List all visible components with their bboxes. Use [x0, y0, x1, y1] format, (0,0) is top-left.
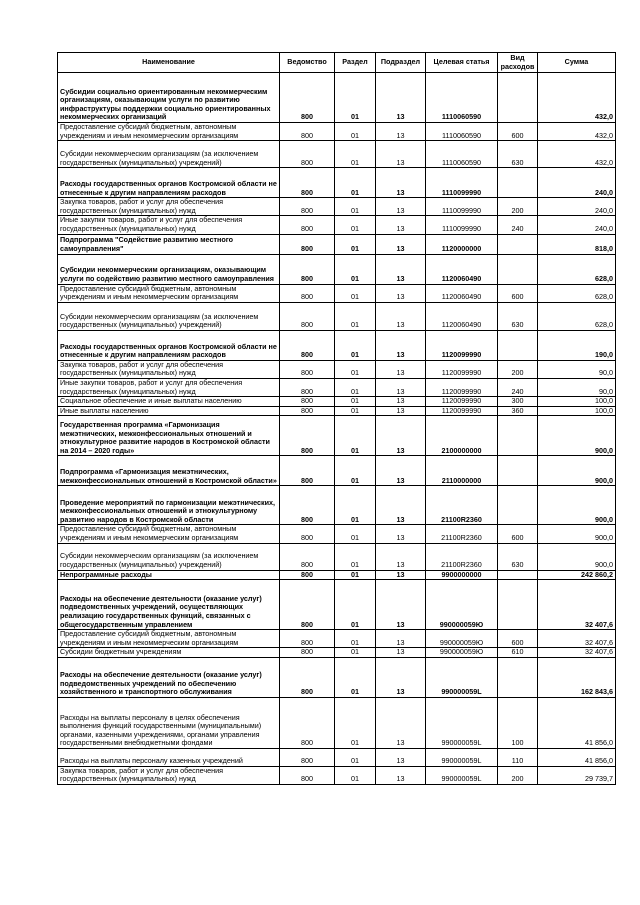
expense-type-cell: 610	[498, 648, 538, 658]
target-article-cell: 1120000000	[426, 234, 498, 254]
expense-type-cell	[498, 416, 538, 456]
subsection-cell: 13	[376, 216, 426, 234]
target-article-cell: 1110099990	[426, 168, 498, 198]
amount-cell: 900,0	[538, 543, 616, 570]
row-name-cell: Расходы на обеспечение деятельности (оказание услуг) подведомственных учреждений, осуществляющих реализацию государственных функций, связанных с общегосударственным управлением	[58, 580, 280, 630]
department-cell: 800	[280, 456, 335, 486]
subsection-cell: 13	[376, 254, 426, 284]
section-cell: 01	[335, 168, 376, 198]
amount-cell: 900,0	[538, 456, 616, 486]
target-article-cell: 2100000000	[426, 416, 498, 456]
row-name-cell: Предоставление субсидий бюджетным, автономным учреждениям и иным некоммерческим организациям	[58, 123, 280, 141]
department-cell: 800	[280, 216, 335, 234]
table-row	[58, 580, 616, 630]
subsection-cell: 13	[376, 697, 426, 748]
expense-type-cell: 600	[498, 123, 538, 141]
section-cell: 01	[335, 330, 376, 360]
amount-cell: 100,0	[538, 397, 616, 407]
expense-type-cell: 600	[498, 630, 538, 648]
column-header: Наименование	[58, 53, 280, 73]
table-row	[58, 198, 616, 216]
target-article-cell: 2110000000	[426, 456, 498, 486]
row-name-cell: Субсидии социально ориентированным некоммерческим организациям, оказывающим услуги по развитию инфраструктуры поддержки социально ориентированных некоммерческих организаций	[58, 73, 280, 123]
department-cell: 800	[280, 525, 335, 543]
amount-cell: 29 739,7	[538, 766, 616, 784]
row-name-cell: Расходы на выплаты персоналу казенных учреждений	[58, 748, 280, 766]
section-cell: 01	[335, 397, 376, 407]
subsection-cell: 13	[376, 748, 426, 766]
target-article-cell: 990000059Ю	[426, 648, 498, 658]
row-name-cell: Расходы на выплаты персоналу в целях обеспечения выполнения функций государственными (муниципальными) органами, казенными учреждениями, органами управления государственными внебюджетными фондами	[58, 697, 280, 748]
row-name-cell: Социальное обеспечение и иные выплаты населению	[58, 397, 280, 407]
row-name-cell: Иные выплаты населению	[58, 406, 280, 416]
expense-type-cell	[498, 234, 538, 254]
expense-type-cell	[498, 486, 538, 525]
section-cell: 01	[335, 657, 376, 697]
table-row	[58, 525, 616, 543]
target-article-cell: 1120060490	[426, 254, 498, 284]
column-header: Вид расходов	[498, 53, 538, 73]
table-row	[58, 543, 616, 570]
department-cell: 800	[280, 168, 335, 198]
table-row	[58, 141, 616, 168]
section-cell: 01	[335, 198, 376, 216]
subsection-cell: 13	[376, 73, 426, 123]
amount-cell: 628,0	[538, 284, 616, 302]
table-row	[58, 378, 616, 396]
table-row	[58, 630, 616, 648]
row-name-cell: Расходы государственных органов Костромской области не отнесенные к другим направлениям расходов	[58, 330, 280, 360]
row-name-cell: Закупка товаров, работ и услуг для обеспечения государственных (муниципальных) нужд	[58, 198, 280, 216]
subsection-cell: 13	[376, 397, 426, 407]
amount-cell: 90,0	[538, 360, 616, 378]
column-header: Ведомство	[280, 53, 335, 73]
target-article-cell: 21100R2360	[426, 525, 498, 543]
subsection-cell: 13	[376, 302, 426, 330]
expense-type-cell: 200	[498, 198, 538, 216]
table-row	[58, 486, 616, 525]
table-row	[58, 284, 616, 302]
section-cell: 01	[335, 766, 376, 784]
target-article-cell: 990000059L	[426, 766, 498, 784]
expense-type-cell: 240	[498, 378, 538, 396]
expense-type-cell: 200	[498, 766, 538, 784]
row-name-cell: Закупка товаров, работ и услуг для обеспечения государственных (муниципальных) нужд	[58, 766, 280, 784]
subsection-cell: 13	[376, 198, 426, 216]
amount-cell: 90,0	[538, 378, 616, 396]
department-cell: 800	[280, 330, 335, 360]
target-article-cell: 1110060590	[426, 123, 498, 141]
amount-cell: 41 856,0	[538, 748, 616, 766]
table-row	[58, 168, 616, 198]
target-article-cell: 1120099990	[426, 397, 498, 407]
target-article-cell: 1110060590	[426, 73, 498, 123]
subsection-cell: 13	[376, 141, 426, 168]
row-name-cell: Иные закупки товаров, работ и услуг для обеспечения государственных (муниципальных) нужд	[58, 378, 280, 396]
department-cell: 800	[280, 748, 335, 766]
table-header-row	[58, 53, 616, 73]
subsection-cell: 13	[376, 543, 426, 570]
amount-cell: 100,0	[538, 406, 616, 416]
department-cell: 800	[280, 397, 335, 407]
department-cell: 800	[280, 254, 335, 284]
section-cell: 01	[335, 123, 376, 141]
section-cell: 01	[335, 216, 376, 234]
subsection-cell: 13	[376, 657, 426, 697]
section-cell: 01	[335, 456, 376, 486]
table-row	[58, 73, 616, 123]
row-name-cell: Закупка товаров, работ и услуг для обеспечения государственных (муниципальных) нужд	[58, 360, 280, 378]
expense-type-cell	[498, 580, 538, 630]
department-cell: 800	[280, 198, 335, 216]
section-cell: 01	[335, 525, 376, 543]
row-name-cell: Подпрограмма "Содействие развитию местного самоуправления"	[58, 234, 280, 254]
expense-type-cell	[498, 254, 538, 284]
section-cell: 01	[335, 73, 376, 123]
row-name-cell: Субсидии некоммерческим организациям (за исключением государственных (муниципальных) учреждений)	[58, 302, 280, 330]
amount-cell: 162 843,6	[538, 657, 616, 697]
section-cell: 01	[335, 580, 376, 630]
amount-cell: 32 407,6	[538, 580, 616, 630]
table-body	[58, 73, 616, 785]
expense-type-cell	[498, 73, 538, 123]
department-cell: 800	[280, 123, 335, 141]
section-cell: 01	[335, 302, 376, 330]
column-header: Сумма	[538, 53, 616, 73]
section-cell: 01	[335, 648, 376, 658]
department-cell: 800	[280, 141, 335, 168]
expense-type-cell: 300	[498, 397, 538, 407]
amount-cell: 32 407,6	[538, 648, 616, 658]
amount-cell: 900,0	[538, 525, 616, 543]
expense-type-cell: 630	[498, 543, 538, 570]
target-article-cell: 1120099990	[426, 360, 498, 378]
expense-type-cell: 630	[498, 141, 538, 168]
section-cell: 01	[335, 630, 376, 648]
table-row	[58, 406, 616, 416]
amount-cell: 432,0	[538, 73, 616, 123]
department-cell: 800	[280, 302, 335, 330]
table-row	[58, 766, 616, 784]
section-cell: 01	[335, 378, 376, 396]
subsection-cell: 13	[376, 416, 426, 456]
row-name-cell: Непрограммные расходы	[58, 570, 280, 580]
target-article-cell: 990000059Ю	[426, 630, 498, 648]
row-name-cell: Подпрограмма «Гармонизация межэтнических, межконфессиональных отношений в Костромской области»	[58, 456, 280, 486]
amount-cell: 818,0	[538, 234, 616, 254]
subsection-cell: 13	[376, 580, 426, 630]
amount-cell: 900,0	[538, 486, 616, 525]
target-article-cell: 1110060590	[426, 141, 498, 168]
table-row	[58, 302, 616, 330]
subsection-cell: 13	[376, 284, 426, 302]
subsection-cell: 13	[376, 456, 426, 486]
row-name-cell: Иные закупки товаров, работ и услуг для обеспечения государственных (муниципальных) нужд	[58, 216, 280, 234]
row-name-cell: Субсидии бюджетным учреждениям	[58, 648, 280, 658]
row-name-cell: Субсидии некоммерческим организациям (за исключением государственных (муниципальных) учреждений)	[58, 543, 280, 570]
amount-cell: 240,0	[538, 168, 616, 198]
row-name-cell: Предоставление субсидий бюджетным, автономным учреждениям и иным некоммерческим организациям	[58, 284, 280, 302]
department-cell: 800	[280, 416, 335, 456]
target-article-cell: 9900000000	[426, 570, 498, 580]
department-cell: 800	[280, 657, 335, 697]
amount-cell: 900,0	[538, 416, 616, 456]
column-header: Подраздел	[376, 53, 426, 73]
subsection-cell: 13	[376, 525, 426, 543]
target-article-cell: 1120099990	[426, 406, 498, 416]
amount-cell: 628,0	[538, 254, 616, 284]
section-cell: 01	[335, 234, 376, 254]
section-cell: 01	[335, 486, 376, 525]
section-cell: 01	[335, 141, 376, 168]
target-article-cell: 1110099990	[426, 216, 498, 234]
section-cell: 01	[335, 543, 376, 570]
expense-type-cell	[498, 657, 538, 697]
department-cell: 800	[280, 234, 335, 254]
expense-type-cell	[498, 456, 538, 486]
table-row	[58, 748, 616, 766]
expense-type-cell: 630	[498, 302, 538, 330]
subsection-cell: 13	[376, 648, 426, 658]
amount-cell: 432,0	[538, 123, 616, 141]
section-cell: 01	[335, 416, 376, 456]
section-cell: 01	[335, 570, 376, 580]
row-name-cell: Расходы государственных органов Костромской области не отнесенные к другим направлениям расходов	[58, 168, 280, 198]
target-article-cell: 990000059L	[426, 748, 498, 766]
department-cell: 800	[280, 580, 335, 630]
table-row	[58, 570, 616, 580]
table-row	[58, 254, 616, 284]
expense-type-cell: 110	[498, 748, 538, 766]
table-row	[58, 360, 616, 378]
subsection-cell: 13	[376, 234, 426, 254]
expense-type-cell: 360	[498, 406, 538, 416]
table-row	[58, 234, 616, 254]
row-name-cell: Предоставление субсидий бюджетным, автономным учреждениям и иным некоммерческим организациям	[58, 525, 280, 543]
subsection-cell: 13	[376, 406, 426, 416]
department-cell: 800	[280, 570, 335, 580]
department-cell: 800	[280, 360, 335, 378]
section-cell: 01	[335, 284, 376, 302]
subsection-cell: 13	[376, 630, 426, 648]
amount-cell: 41 856,0	[538, 697, 616, 748]
budget-table	[57, 52, 616, 785]
row-name-cell: Субсидии некоммерческим организациям, оказывающим услуги по содействию развитию местного самоуправления	[58, 254, 280, 284]
table-row	[58, 330, 616, 360]
section-cell: 01	[335, 360, 376, 378]
target-article-cell: 990000059L	[426, 657, 498, 697]
expense-type-cell: 240	[498, 216, 538, 234]
target-article-cell: 1110099990	[426, 198, 498, 216]
department-cell: 800	[280, 378, 335, 396]
target-article-cell: 21100R2360	[426, 486, 498, 525]
row-name-cell: Проведение мероприятий по гармонизации межэтнических, межконфессиональных отношений и этнокультурному развитию народов в Костромской области	[58, 486, 280, 525]
amount-cell: 432,0	[538, 141, 616, 168]
amount-cell: 190,0	[538, 330, 616, 360]
section-cell: 01	[335, 697, 376, 748]
row-name-cell: Предоставление субсидий бюджетным, автономным учреждениям и иным некоммерческим организациям	[58, 630, 280, 648]
department-cell: 800	[280, 630, 335, 648]
subsection-cell: 13	[376, 168, 426, 198]
target-article-cell: 1120099990	[426, 330, 498, 360]
target-article-cell: 1120060490	[426, 302, 498, 330]
subsection-cell: 13	[376, 570, 426, 580]
section-cell: 01	[335, 254, 376, 284]
department-cell: 800	[280, 543, 335, 570]
expense-type-cell	[498, 570, 538, 580]
subsection-cell: 13	[376, 766, 426, 784]
target-article-cell: 1120060490	[426, 284, 498, 302]
amount-cell: 628,0	[538, 302, 616, 330]
expense-type-cell	[498, 168, 538, 198]
department-cell: 800	[280, 406, 335, 416]
column-header: Целевая статья	[426, 53, 498, 73]
section-cell: 01	[335, 406, 376, 416]
table-row	[58, 416, 616, 456]
target-article-cell: 21100R2360	[426, 543, 498, 570]
subsection-cell: 13	[376, 486, 426, 525]
table-row	[58, 648, 616, 658]
row-name-cell: Государственная программа «Гармонизация межэтнических, межконфессиональных отношений и этнокультурное развитие народов в Костромской области на 2014 – 2020 годы»	[58, 416, 280, 456]
table-row	[58, 123, 616, 141]
amount-cell: 240,0	[538, 198, 616, 216]
table-row	[58, 216, 616, 234]
section-cell: 01	[335, 748, 376, 766]
department-cell: 800	[280, 73, 335, 123]
expense-type-cell: 200	[498, 360, 538, 378]
department-cell: 800	[280, 766, 335, 784]
table-row	[58, 697, 616, 748]
subsection-cell: 13	[376, 360, 426, 378]
subsection-cell: 13	[376, 123, 426, 141]
amount-cell: 242 860,2	[538, 570, 616, 580]
target-article-cell: 990000059L	[426, 697, 498, 748]
target-article-cell: 1120099990	[426, 378, 498, 396]
department-cell: 800	[280, 486, 335, 525]
amount-cell: 240,0	[538, 216, 616, 234]
department-cell: 800	[280, 284, 335, 302]
table-row	[58, 657, 616, 697]
subsection-cell: 13	[376, 378, 426, 396]
department-cell: 800	[280, 697, 335, 748]
department-cell: 800	[280, 648, 335, 658]
table-row	[58, 456, 616, 486]
row-name-cell: Расходы на обеспечение деятельности (оказание услуг) подведомственных учреждений по обеспечению хозяйственного и транспортного обслуживания	[58, 657, 280, 697]
table-row	[58, 397, 616, 407]
amount-cell: 32 407,6	[538, 630, 616, 648]
column-header: Раздел	[335, 53, 376, 73]
expense-type-cell: 100	[498, 697, 538, 748]
subsection-cell: 13	[376, 330, 426, 360]
expense-type-cell: 600	[498, 525, 538, 543]
target-article-cell: 990000059Ю	[426, 580, 498, 630]
expense-type-cell	[498, 330, 538, 360]
expense-type-cell: 600	[498, 284, 538, 302]
row-name-cell: Субсидии некоммерческим организациям (за исключением государственных (муниципальных) учреждений)	[58, 141, 280, 168]
